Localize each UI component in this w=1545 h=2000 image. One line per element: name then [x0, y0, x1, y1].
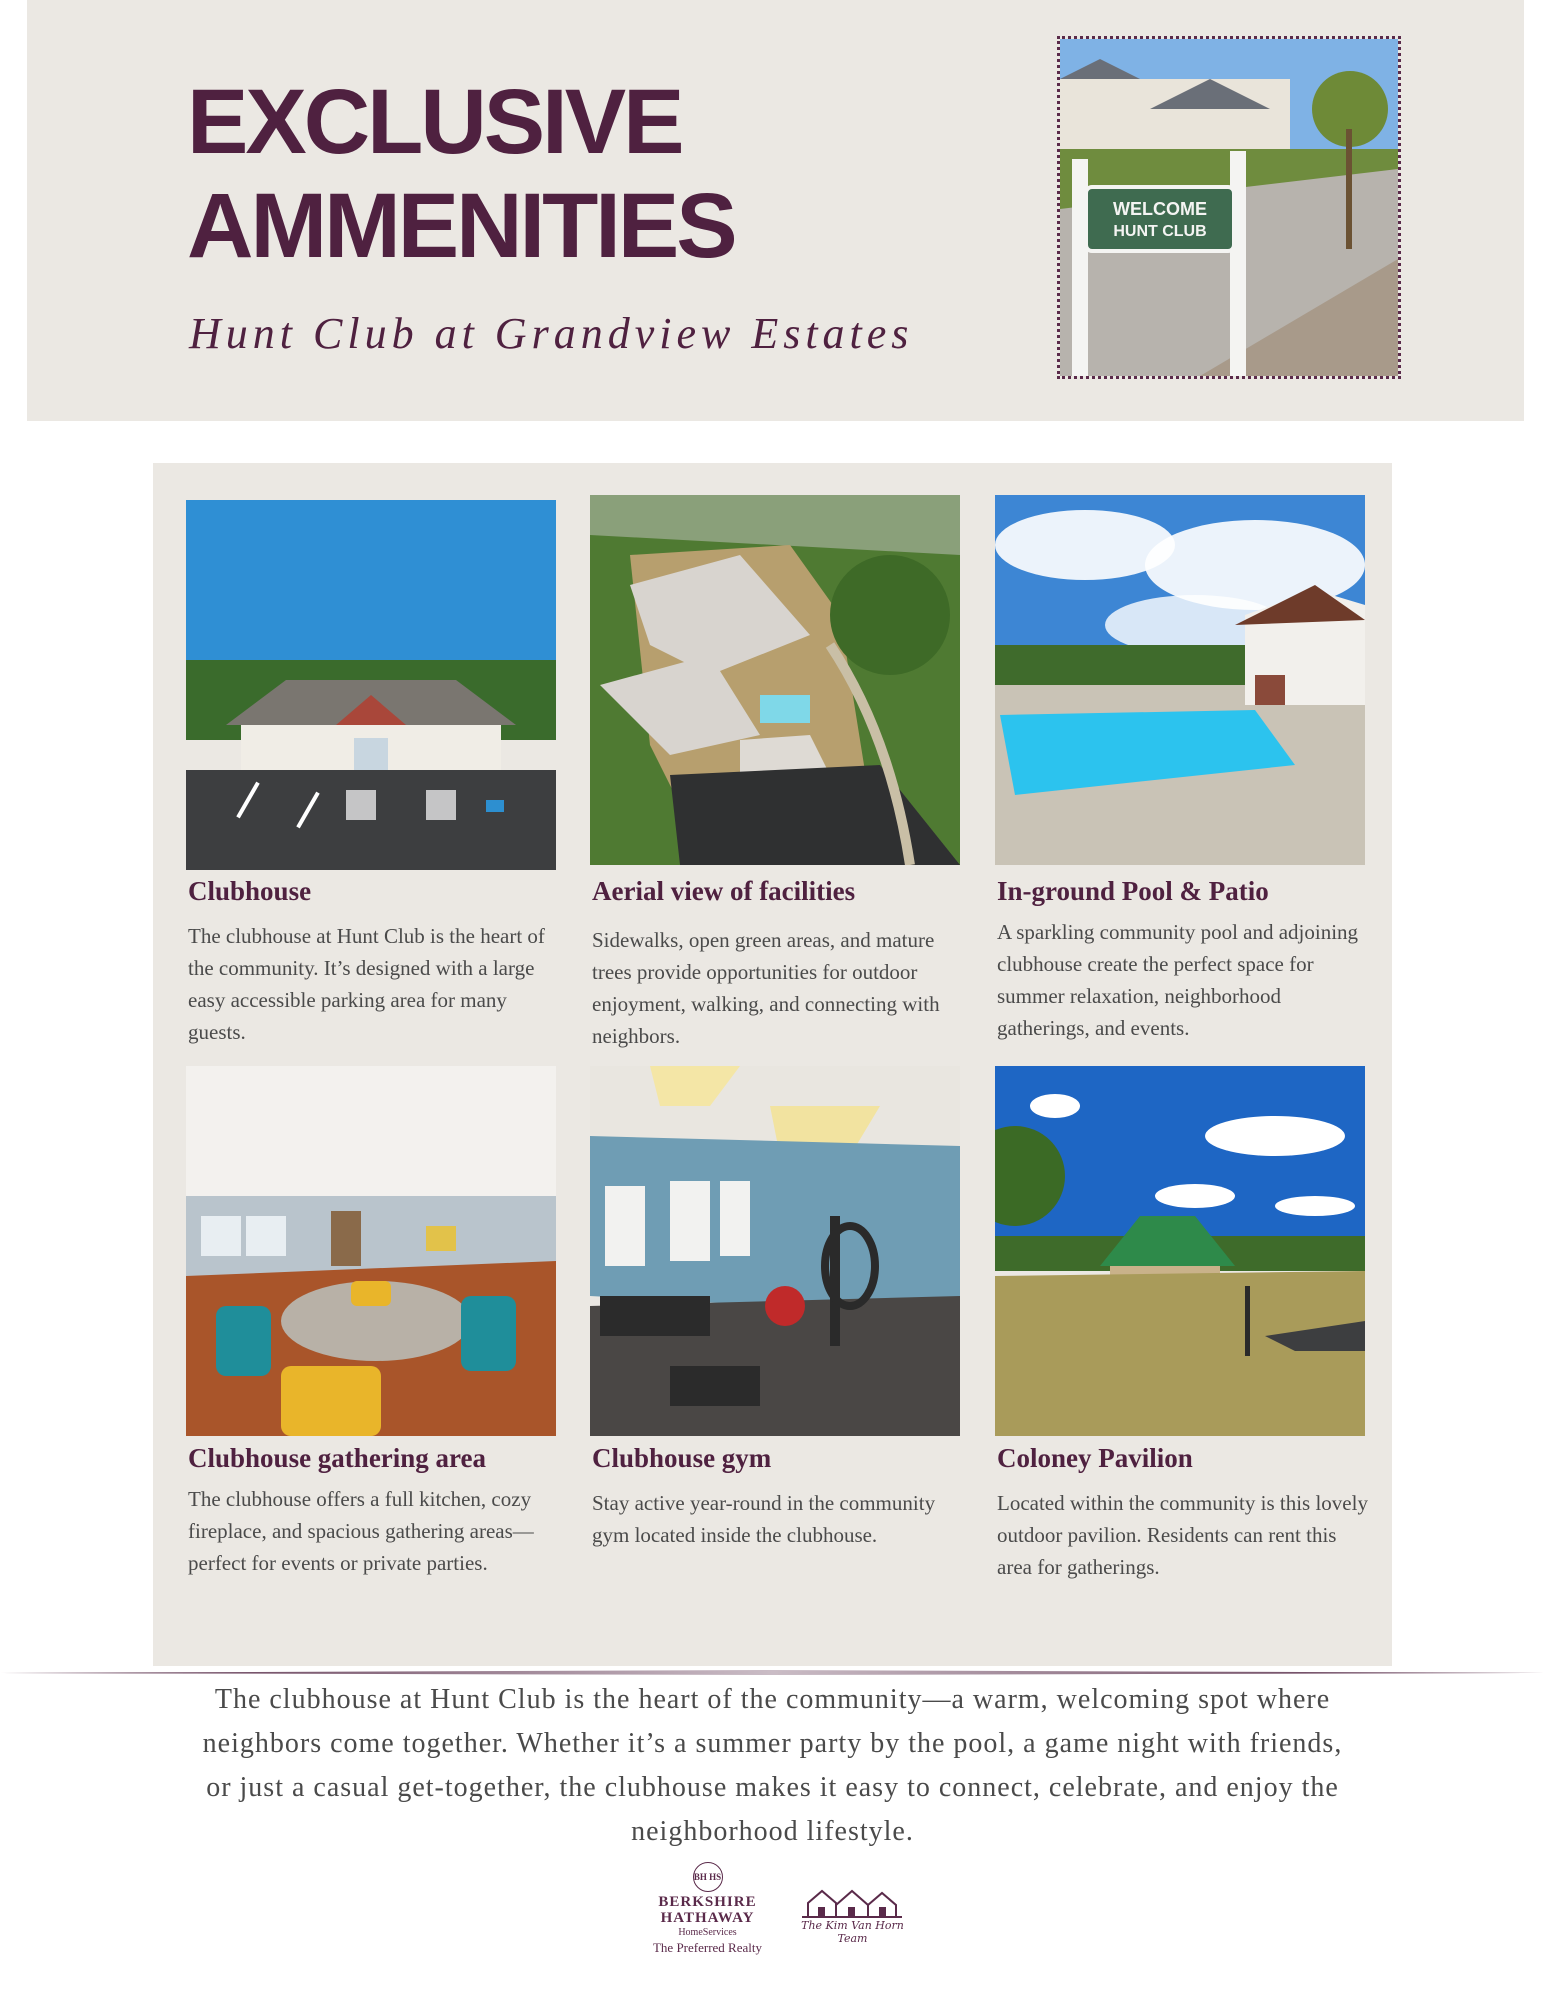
- amenity-title: Coloney Pavilion: [997, 1443, 1193, 1473]
- page-title: [187, 70, 735, 278]
- amenity-description: The clubhouse offers a full kitchen, cozy fireplace, and spacious gathering areas—perfect for events or private parties.: [188, 1487, 534, 1575]
- amenity-title: In-ground Pool & Patio: [997, 876, 1269, 906]
- pavilion-photo: [995, 1066, 1365, 1436]
- amenity-title: Clubhouse gathering area: [188, 1443, 487, 1473]
- logo-line-1: BERKSHIRE: [658, 1894, 757, 1910]
- logo-line-3: HomeServices: [678, 1927, 737, 1938]
- welcome-sign-photo: [1057, 36, 1401, 379]
- berkshire-hathaway-logo: [640, 1858, 775, 1963]
- team-logo: [790, 1885, 915, 1945]
- amenity-description: The clubhouse at Hunt Club is the heart of the community. It’s designed with a large easy accessible parking area for many guests.: [188, 924, 545, 1044]
- amenities-panel: [153, 463, 1392, 1666]
- logo-line-4: The Preferred Realty: [652, 1940, 762, 1955]
- sign-text-2: HUNT CLUB: [1113, 223, 1207, 240]
- pool-photo: [995, 495, 1365, 865]
- title-line-2: AMMENITIES: [187, 175, 735, 277]
- amenity-description: Located within the community is this lovely outdoor pavilion. Residents can rent this area for gatherings.: [997, 1491, 1368, 1579]
- footer-paragraph: The clubhouse at Hunt Club is the heart of the community—a warm, welcoming spot where neighbors come together. Whether it’s a summer party by the pool, a game night with friends, or just a casual get-together, the clubhouse makes it easy to connect, celebrate, and enjoy the neighborhood lifestyle.: [202, 1684, 1343, 1847]
- amenity-description: Stay active year-round in the community gym located inside the clubhouse.: [592, 1491, 936, 1547]
- gym-photo: [590, 1066, 960, 1436]
- amenity-description: Sidewalks, open green areas, and mature trees provide opportunities for outdoor enjoyment, walking, and connecting with neighbors.: [592, 928, 940, 1048]
- amenity-title: Aerial view of facilities: [592, 876, 856, 906]
- houses-icon: [790, 1885, 915, 1919]
- amenity-title: Clubhouse gym: [592, 1443, 772, 1473]
- aerial-photo: [590, 495, 960, 865]
- gathering-area-photo: [186, 1066, 556, 1436]
- amenity-description: A sparkling community pool and adjoining clubhouse create the perfect space for summer relaxation, neighborhood gatherings, and events.: [997, 920, 1359, 1040]
- logo-seal: BH HS: [693, 1862, 723, 1892]
- clubhouse-photo: [186, 500, 556, 870]
- team-logo-text: The Kim Van Horn Team: [801, 1919, 904, 1945]
- logo-line-2: HATHAWAY: [660, 1910, 755, 1926]
- page-subtitle: Hunt Club at Grandview Estates: [189, 309, 914, 358]
- sign-text-1: WELCOME: [1113, 199, 1207, 219]
- amenity-title: Clubhouse: [188, 876, 312, 906]
- footer-divider: [0, 1670, 1545, 1675]
- title-line-1: EXCLUSIVE: [187, 71, 682, 173]
